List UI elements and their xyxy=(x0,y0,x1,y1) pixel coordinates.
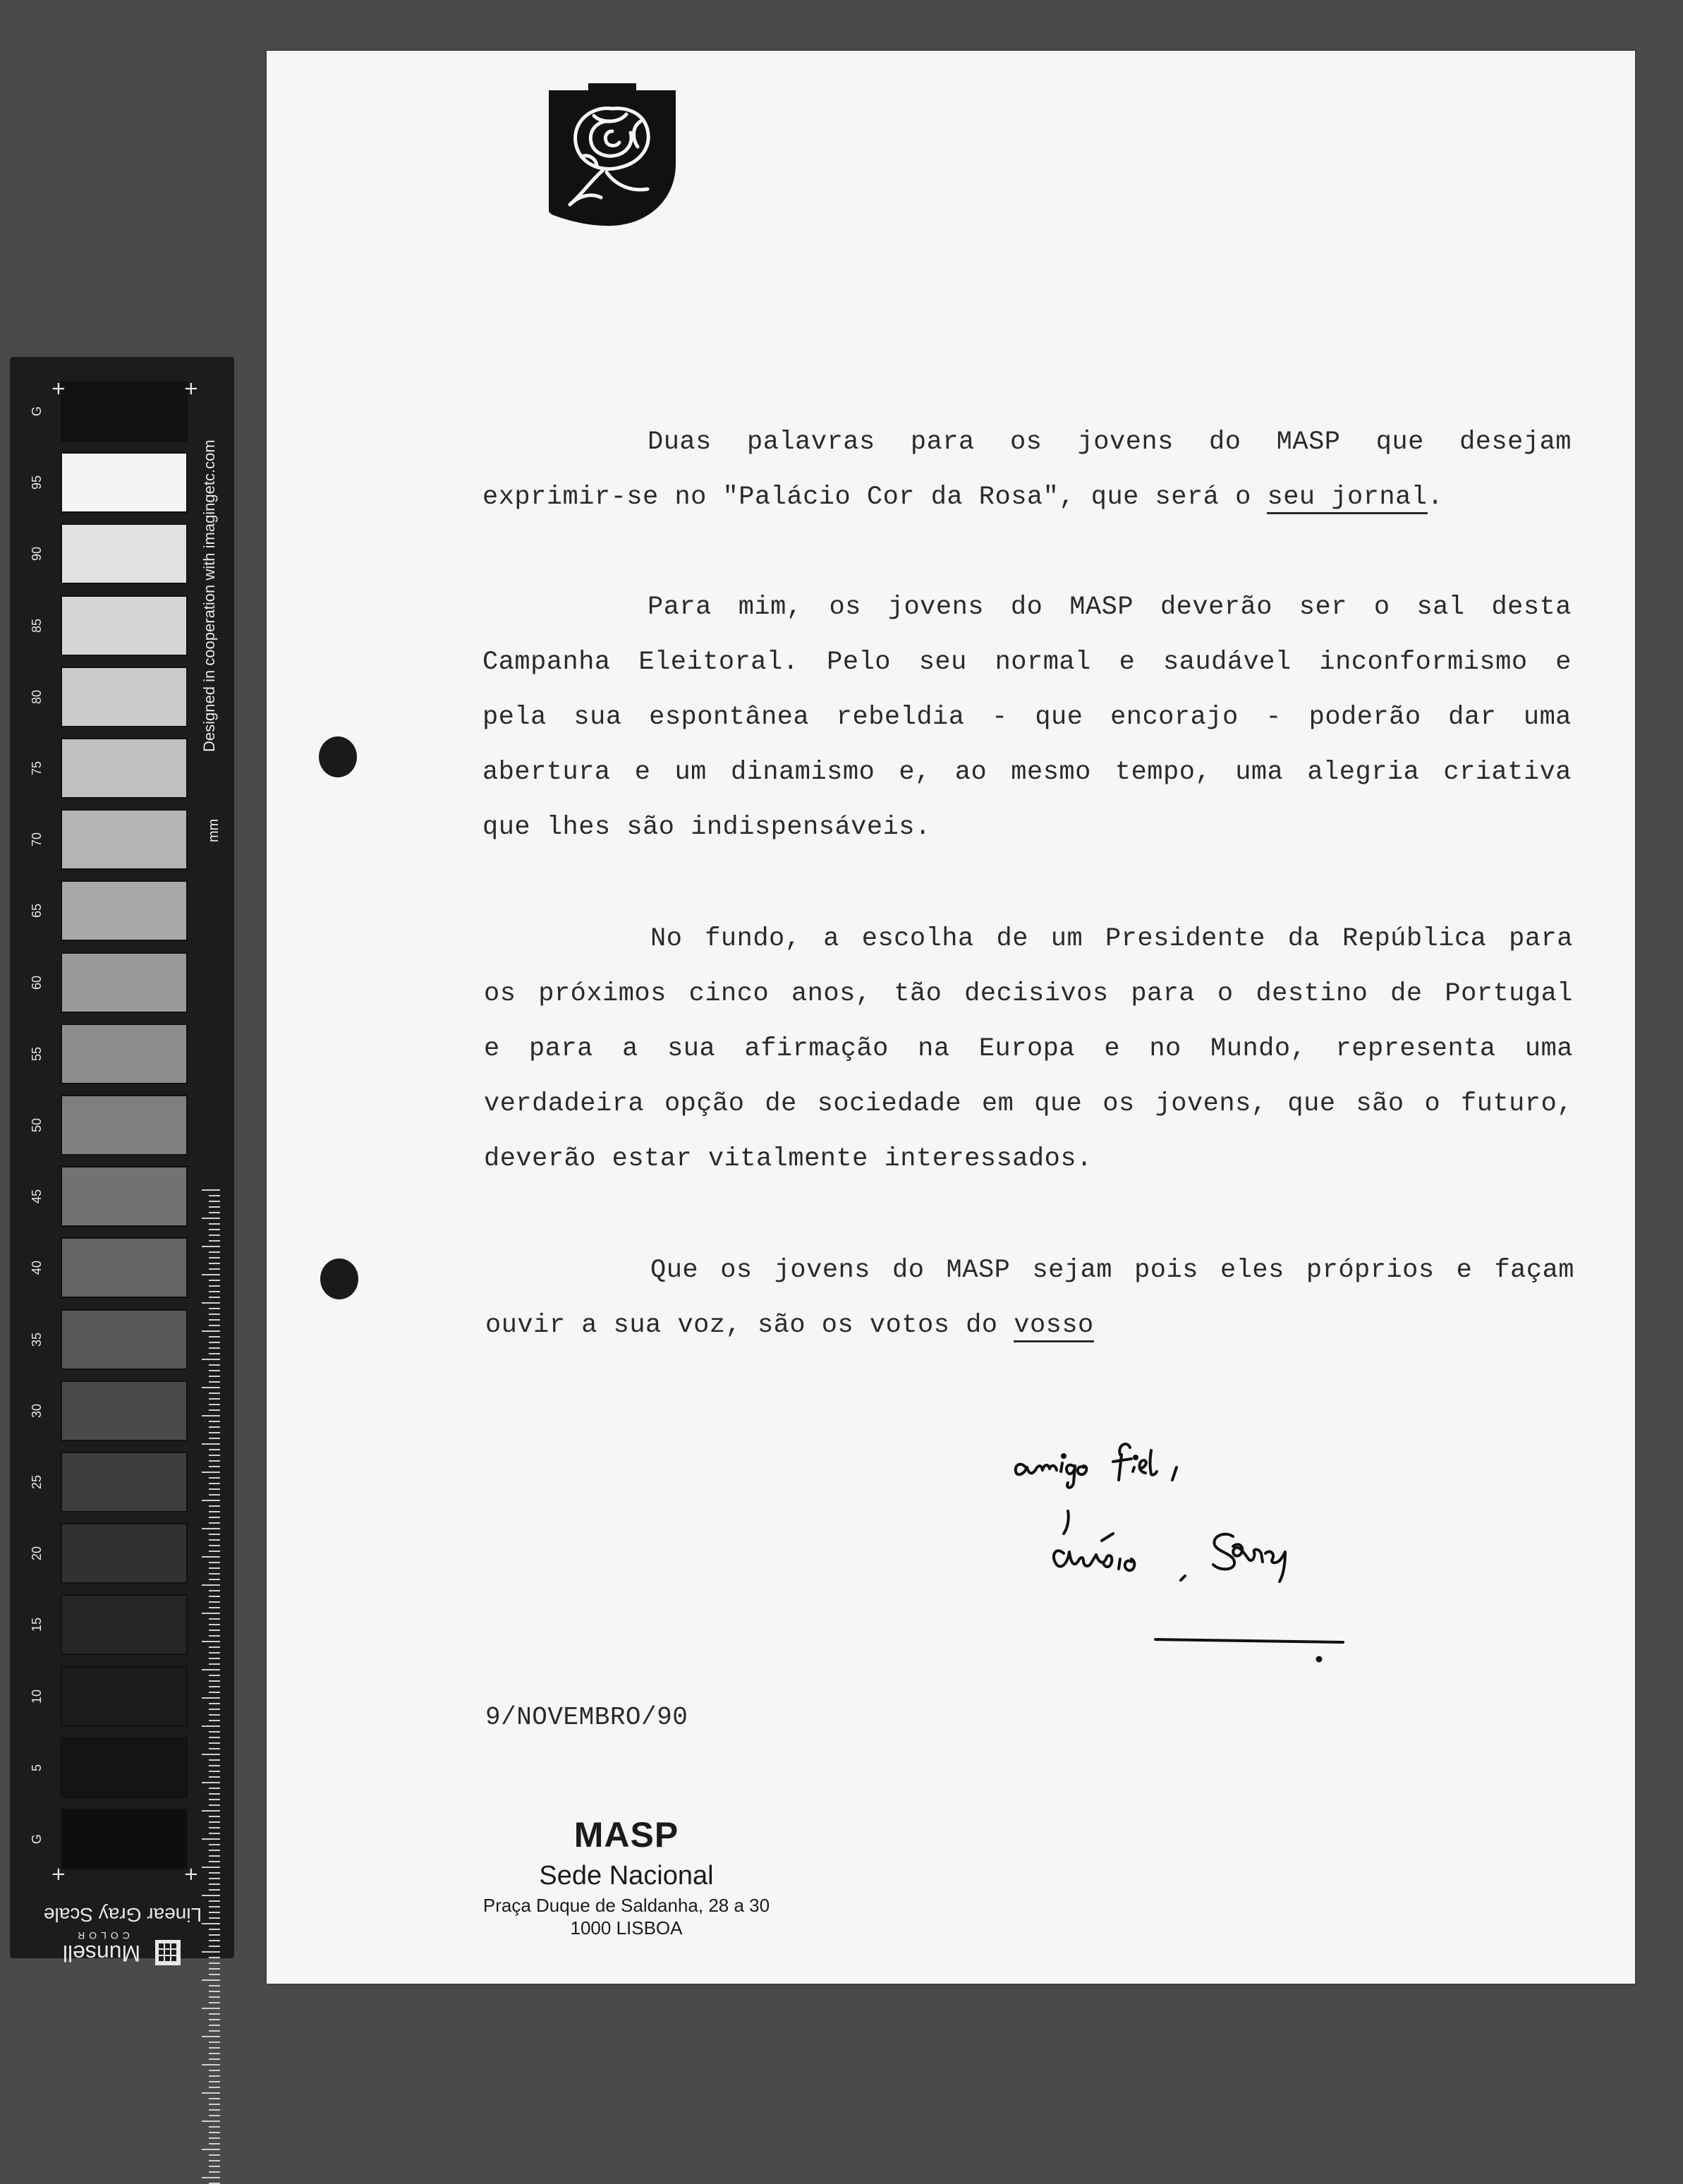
patch-label: 50 xyxy=(30,1117,44,1133)
letter-line: verdadeira opção de sociedade em que os jovens, que são o futuro, xyxy=(484,1089,1573,1119)
patch-label: G xyxy=(30,1834,44,1845)
punch-hole xyxy=(320,1258,358,1299)
punch-hole xyxy=(319,736,357,777)
gray-patch xyxy=(61,1166,188,1227)
letter-line: que lhes são indispensáveis. xyxy=(482,813,931,842)
scale-credit: Designed in cooperation with imagingetc.com xyxy=(200,439,218,752)
munsell-logo-icon xyxy=(155,1940,181,1965)
registration-mark: + xyxy=(51,1864,66,1885)
letter-line: e para a sua afirmação na Europa e no Mundo, representa uma xyxy=(484,1034,1573,1064)
rose-emblem-logo xyxy=(542,80,683,229)
letter-line: No fundo, a escolha de um Presidente da República para xyxy=(650,924,1573,954)
patch-label: 45 xyxy=(30,1189,44,1204)
gray-patch xyxy=(61,1095,188,1155)
patch-label: 20 xyxy=(30,1546,44,1561)
letter-line: Duas palavras para os jovens do MASP que desejam xyxy=(648,427,1572,457)
ruler-unit: mm xyxy=(206,818,221,842)
underlined-phrase: seu jornal xyxy=(1267,483,1427,514)
patch-label: 35 xyxy=(30,1332,44,1347)
registration-mark: + xyxy=(183,378,199,399)
gray-patch xyxy=(61,1737,188,1798)
letter-line: Campanha Eleitoral. Pelo seu normal e saudável inconformismo e xyxy=(482,648,1572,677)
gray-patch xyxy=(61,667,188,727)
patch-label: 75 xyxy=(30,760,44,776)
letterhead-office: Sede Nacional xyxy=(539,1861,714,1891)
gray-patch xyxy=(61,880,188,941)
letter-line: Para mim, os jovens do MASP deverão ser o sal desta xyxy=(648,593,1572,622)
gray-patch xyxy=(61,523,188,584)
patch-label: 85 xyxy=(30,618,44,633)
gray-patch xyxy=(61,809,188,870)
patch-label: 55 xyxy=(30,1046,44,1061)
registration-mark: + xyxy=(183,1864,199,1885)
patch-label: 40 xyxy=(30,1261,44,1275)
gray-patch xyxy=(61,1309,188,1370)
gray-patch xyxy=(61,1594,188,1655)
letterhead-city: 1000 LISBOA xyxy=(570,1917,683,1939)
patch-label: 95 xyxy=(30,475,44,490)
patch-label: 80 xyxy=(30,689,44,704)
letter-date: 9/NOVEMBRO/90 xyxy=(485,1703,688,1732)
ruler-ticks xyxy=(209,1189,220,2184)
gray-patch xyxy=(61,1523,188,1584)
gray-patch xyxy=(61,1452,188,1512)
gray-patch xyxy=(61,1809,188,1869)
patch-label: G xyxy=(30,406,44,417)
letter-line: abertura e um dinamismo e, ao mesmo tempo, uma alegria criativa xyxy=(482,758,1572,787)
patch-label: 5 xyxy=(30,1764,44,1771)
gray-patch xyxy=(61,952,188,1013)
letter-line: ouvir a sua voz, são os votos do vosso xyxy=(485,1311,1094,1340)
patch-label: 70 xyxy=(30,832,44,847)
brand-name: Munsell xyxy=(62,1941,141,1966)
registration-mark: + xyxy=(51,378,66,399)
gray-patch xyxy=(61,1666,188,1727)
patch-label: 60 xyxy=(30,975,44,990)
patch-label: 10 xyxy=(30,1689,44,1704)
letter-line: deverão estar vitalmente interessados. xyxy=(484,1144,1093,1174)
gray-patch xyxy=(61,1237,188,1298)
letterhead-org: MASP xyxy=(573,1815,679,1855)
gray-patch xyxy=(61,1381,188,1441)
patch-label: 30 xyxy=(30,1403,44,1418)
scale-title: Linear Gray Scale xyxy=(43,1904,202,1926)
gray-patch xyxy=(61,595,188,656)
brand-sub: COLOR xyxy=(73,1930,130,1941)
letter-line: os próximos cinco anos, tão decisivos para o destino de Portugal xyxy=(484,979,1573,1009)
gray-patch xyxy=(61,738,188,799)
gray-patch xyxy=(61,452,188,513)
gray-scale-card xyxy=(10,357,234,1966)
letter-line: Que os jovens do MASP sejam pois eles próprios e façam xyxy=(650,1256,1574,1285)
letter-page xyxy=(267,51,1635,1984)
patch-label: 25 xyxy=(30,1474,44,1490)
handwritten-signature xyxy=(1000,1377,1367,1709)
patch-label: 15 xyxy=(30,1618,44,1632)
gray-patch xyxy=(61,1024,188,1084)
letterhead-address: Praça Duque de Saldanha, 28 a 30 xyxy=(482,1895,770,1916)
gray-patch xyxy=(61,381,188,442)
patch-label: 90 xyxy=(30,547,44,562)
letter-line: pela sua espontânea rebeldia - que encorajo - poderão dar uma xyxy=(482,703,1572,732)
letter-line: exprimir-se no "Palácio Cor da Rosa", que será o seu jornal. xyxy=(482,483,1443,512)
underlined-phrase: vosso xyxy=(1014,1311,1094,1342)
patch-label: 65 xyxy=(30,904,44,918)
